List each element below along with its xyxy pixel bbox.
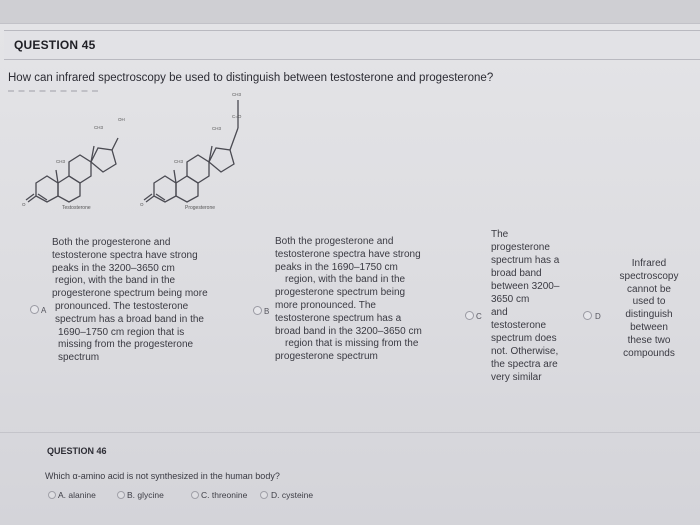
option-c-line: the spectra are [491,359,558,370]
q46-option-a-label[interactable]: A. alanine [58,490,96,500]
option-a-radio[interactable] [30,305,39,314]
question-46-title: QUESTION 46 [47,446,107,456]
question-45-header [4,30,700,60]
option-d-line: distinguish [625,309,673,321]
option-d-line: Infrared [631,258,667,269]
q46-option-c-label[interactable]: C. threonine [201,490,248,500]
option-c-line: between 3200– [491,281,560,292]
option-b-line: more pronounced. The [275,299,376,311]
q46-option-d-radio[interactable] [260,491,268,499]
option-a-letter: A [41,306,47,315]
carbonyl-label: C=O [232,114,242,119]
option-c-line: broad band [491,268,542,279]
option-d-text[interactable] [603,258,695,360]
option-b-line: region that is missing from the [285,338,419,350]
option-c-line: spectrum has a [491,255,560,266]
option-d-line: cannot be [627,283,671,295]
option-c-line: progesterone [491,242,550,253]
browser-top-strip [0,0,700,24]
progesterone-caption: Progesterone [185,205,216,211]
option-c-line: and [491,307,508,318]
testosterone-caption: Testosterone [62,205,91,211]
option-b-line: Both the progesterone and [275,236,394,247]
testosterone-structure [22,88,142,213]
q46-option-b-radio[interactable] [117,491,125,499]
oxygen-label: O [22,202,26,207]
option-a-line: pronounced. The testosterone [55,300,189,312]
option-a-text[interactable] [52,237,242,365]
methyl-label: CH3 [174,159,184,164]
option-d-line: compounds [623,347,675,359]
option-c-line: not. Otherwise, [491,346,559,357]
methyl-label: CH3 [232,92,242,97]
option-d-line: spectroscopy [619,270,679,282]
option-c-text[interactable] [488,228,598,384]
methyl-label: CH3 [94,125,104,130]
option-a-line: 1690–1750 cm region that is [58,326,185,338]
option-a-line: testosterone spectra have strong [52,249,198,261]
methyl-label: CH3 [212,126,222,131]
option-c-line: testosterone [491,320,547,331]
q46-option-a-radio[interactable] [48,491,56,499]
oh-label: OH [118,117,125,122]
option-b-line: peaks in the 1690–1750 cm [275,261,398,273]
option-a-line: spectrum has a broad band in the [55,313,204,325]
option-d-letter: D [595,312,601,321]
option-a-line: progesterone spectrum being more [52,288,208,300]
progesterone-diagram [140,88,260,213]
option-b-line: progesterone spectrum [275,351,378,363]
q46-option-d-label[interactable]: D. cysteine [271,490,314,500]
oxygen-label: O [140,202,144,207]
divider [0,432,700,433]
question-45-prompt: How can infrared spectroscopy be used to distinguish between testosterone and progesterone? [8,72,494,84]
option-b-text[interactable] [275,236,460,364]
option-c-line: very similar [491,372,542,383]
option-b-radio[interactable] [253,306,262,315]
option-a-line: missing from the progesterone [58,339,194,351]
question-45-title: QUESTION 45 [14,38,96,52]
option-b-line: testosterone spectra have strong [275,248,421,260]
option-c-letter: C [476,312,482,321]
option-b-line: broad band in the 3200–3650 cm [275,325,422,337]
option-d-line: these two [627,334,671,346]
q46-option-c-radio[interactable] [191,491,199,499]
option-a-line: Both the progesterone and [52,237,171,248]
option-b-line: testosterone spectrum has a [275,312,402,324]
option-b-letter: B [264,307,270,316]
option-a-line: peaks in the 3200–3650 cm [52,262,175,274]
option-b-line: progesterone spectrum being [275,287,406,299]
methyl-label: CH3 [56,159,66,164]
question-46-prompt: Which α-amino acid is not synthesized in the human body? [45,471,280,481]
progesterone-structure [140,88,260,213]
option-c-line: spectrum does [491,333,557,344]
option-c-radio[interactable] [465,311,474,320]
option-b-line: region, with the band in the [285,274,406,286]
option-d-line: between [630,321,668,333]
option-d-radio[interactable] [583,311,592,320]
option-c-line: The [491,229,509,240]
option-c-line: 3650 cm [491,294,530,305]
option-d-line: used to [632,296,666,308]
q46-option-b-label[interactable]: B. glycine [127,490,164,500]
testosterone-diagram [22,88,142,213]
option-a-line: region, with the band in the [55,275,176,287]
option-a-line: spectrum [58,352,100,364]
